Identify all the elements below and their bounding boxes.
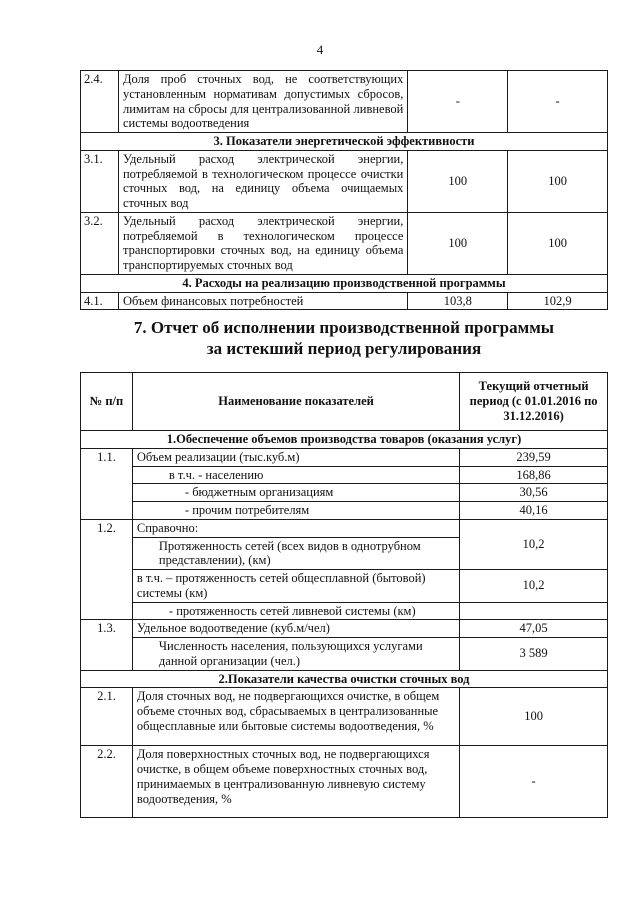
indicator-value: 10,2 [460,570,608,603]
indicator-value-plan: 100 [408,212,508,274]
row-number: 4.1. [81,292,119,310]
indicator-name: Объем финансовых потребностей [118,292,407,310]
section-header-row [81,431,608,449]
section-4-title: 4. Расходы на реализацию производственной программы [81,274,608,292]
indicator-name: Удельный расход электрической энергии, потребляемой в технологическом процессе очистки сточных вод, на единицу объема очищаемых сточных вод [118,150,407,212]
indicator-name: Численность населения, пользующихся услугами данной организации (чел.) [132,638,459,671]
table-row [81,484,608,502]
indicator-value: 40,16 [460,502,608,520]
indicator-name: Протяженность сетей (всех видов в однотрубном представлении), (км) [132,537,459,570]
indicator-name: - бюджетным организациям [132,484,459,502]
table-row [81,502,608,520]
header-period: Текущий отчетный период (с 01.01.2016 по 31.12.2016) [460,373,608,431]
section-header-row [81,274,608,292]
report-table [80,372,608,818]
indicator-name: Справочно: [132,519,459,537]
table-row [81,448,608,466]
table-row [81,746,608,818]
section-3-title: 3. Показатели энергетической эффективности [81,133,608,151]
indicator-value-plan: - [408,71,508,133]
indicator-value: 10,2 [460,519,608,569]
indicator-value: 239,59 [460,448,608,466]
row-number: 3.2. [81,212,119,274]
row-number: 1.3. [81,620,133,670]
indicator-value-fact: 100 [508,212,608,274]
indicator-name: Доля сточных вод, не подвергающихся очистке, в общем объеме сточных вод, сбрасываемых в централизованные общесплавные или бытовые системы водоотведения, % [132,688,459,746]
report-title-line-1: 7. Отчет об исполнении производственной программы [133,318,555,337]
report-title [80,318,608,359]
table-row [81,212,608,274]
indicator-value-plan: 100 [408,150,508,212]
table-row [81,688,608,746]
indicator-name: Объем реализации (тыс.куб.м) [132,448,459,466]
table-row [81,519,608,537]
table-row [81,466,608,484]
row-number: 1.1. [81,448,133,519]
indicator-value: 3 589 [460,638,608,671]
header-name: Наименование показателей [132,373,459,431]
indicator-name: Доля проб сточных вод, не соответствующих установленным нормативам допустимых сбросов, лимитам на сбросы для централизованной ливневой системы водоотведения [118,71,407,133]
indicator-name: Удельный расход электрической энергии, потребляемой в технологическом процессе транспортировки сточных вод, на единицу объема транспортируемых сточных вод [118,212,407,274]
row-number: 2.2. [81,746,133,818]
row-number: 3.1. [81,150,119,212]
table-row [81,638,608,671]
header-row [81,373,608,431]
section-header-row [81,133,608,151]
program-indicators-table [80,70,608,310]
table-row [81,150,608,212]
indicator-name: - прочим потребителям [132,502,459,520]
table-row [81,292,608,310]
indicator-value: 100 [460,688,608,746]
row-number: 1.2. [81,519,133,620]
row-number: 2.1. [81,688,133,746]
indicator-value-fact: 100 [508,150,608,212]
report-title-line-2: за истекший период регулирования [206,338,482,358]
section-2-title: 2.Показатели качества очистки сточных вод [81,670,608,688]
indicator-value-plan: 103,8 [408,292,508,310]
table-row [81,570,608,603]
section-1-title: 1.Обеспечение объемов производства товаров (оказания услуг) [81,431,608,449]
indicator-name: в т.ч. - населению [132,466,459,484]
page-number: 4 [316,42,324,57]
indicator-value-fact: - [508,71,608,133]
indicator-name: в т.ч. – протяженность сетей общесплавной (бытовой) системы (км) [132,570,459,603]
indicator-value: 47,05 [460,620,608,638]
table-row [81,71,608,133]
table-row [81,602,608,620]
indicator-value: - [460,746,608,818]
indicator-value [460,602,608,620]
indicator-value-fact: 102,9 [508,292,608,310]
header-num: № п/п [81,373,133,431]
indicator-value: 168,86 [460,466,608,484]
indicator-name: Удельное водоотведение (куб.м/чел) [132,620,459,638]
table-row [81,620,608,638]
indicator-name: - протяженность сетей ливневой системы (км) [132,602,459,620]
section-header-row [81,670,608,688]
indicator-name: Доля поверхностных сточных вод, не подвергающихся очистке, в общем объеме поверхностных сточных вод, принимаемых в централизованную ливневую систему водоотведения, % [132,746,459,818]
row-number: 2.4. [81,71,119,133]
indicator-value: 30,56 [460,484,608,502]
